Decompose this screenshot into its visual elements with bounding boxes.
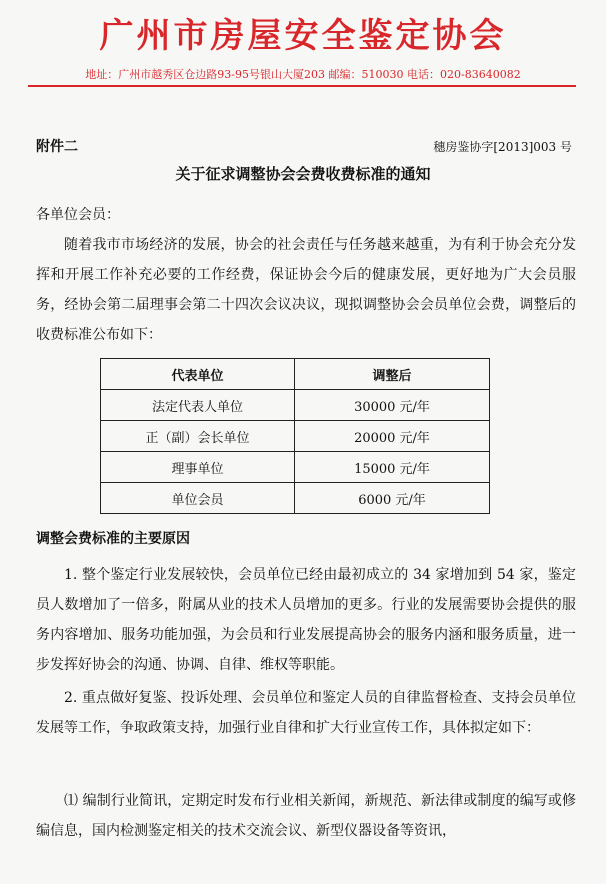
fee-table-unit-cell: 正（副）会长单位	[101, 421, 295, 452]
document-number: 穗房鉴协字[2013]003 号	[433, 140, 572, 154]
table-row	[101, 452, 490, 483]
fee-table	[100, 358, 490, 514]
fee-table-header-unit: 代表单位	[101, 359, 295, 390]
table-row	[101, 421, 490, 452]
letterhead-address: 地址：广州市越秀区仓边路93-95号银山大厦203 邮编：510030 电话：020-83640082	[85, 68, 521, 81]
letterhead-divider	[28, 85, 576, 87]
reason-item-2: 2. 重点做好复鉴、投诉处理、会员单位和鉴定人员的自律监督检查、支持会员单位发展等工作，争取政策支持，加强行业自律和扩大行业宣传工作，具体拟定如下：	[36, 690, 576, 736]
salutation: 各单位会员：	[36, 207, 120, 223]
reason-item-2-sub-1: ⑴ 编制行业简讯，定期定时发布行业相关新闻，新规范、新法律或制度的编写或修编信息，国内检测鉴定相关的技术交流会议、新型仪器设备等资讯，	[36, 793, 576, 839]
fee-table-fee-cell: 15000 元/年	[295, 452, 490, 483]
fee-table-fee-cell: 30000 元/年	[295, 390, 490, 421]
letterhead-org-name: 广州市房屋安全鉴定协会	[99, 16, 507, 56]
fee-table-header-row	[101, 359, 490, 390]
notice-title: 关于征求调整协会会费收费标准的通知	[175, 165, 431, 183]
fee-table-unit-cell: 单位会员	[101, 483, 295, 514]
fee-table-header-fee: 调整后	[295, 359, 490, 390]
table-row	[101, 483, 490, 514]
attachment-label: 附件二	[36, 139, 78, 155]
fee-table-unit-cell: 理事单位	[101, 452, 295, 483]
intro-paragraph: 随着我市市场经济的发展，协会的社会责任与任务越来越重，为有利于协会充分发挥和开展工作补充必要的工作经费，保证协会今后的健康发展，更好地为广大会员服务，经协会第二届理事会第二十四次会议决议，现拟调整协会会员单位会费，调整后的收费标准公布如下：	[36, 237, 576, 343]
table-row	[101, 390, 490, 421]
reasons-heading: 调整会费标准的主要原因	[36, 531, 190, 547]
fee-table-unit-cell: 法定代表人单位	[101, 390, 295, 421]
reason-item-1: 1. 整个鉴定行业发展较快，会员单位已经由最初成立的 34 家增加到 54 家，鉴定员人数增加了一倍多，附属从业的技术人员增加的更多。行业的发展需要协会提供的服务内容增加、服务功能加强，为会员和行业发展提高协会的服务内涵和服务质量，进一步发挥好协会的沟通、协调、自律、维权等职能。	[36, 567, 576, 673]
fee-table-fee-cell: 20000 元/年	[295, 421, 490, 452]
fee-table-fee-cell: 6000 元/年	[295, 483, 490, 514]
